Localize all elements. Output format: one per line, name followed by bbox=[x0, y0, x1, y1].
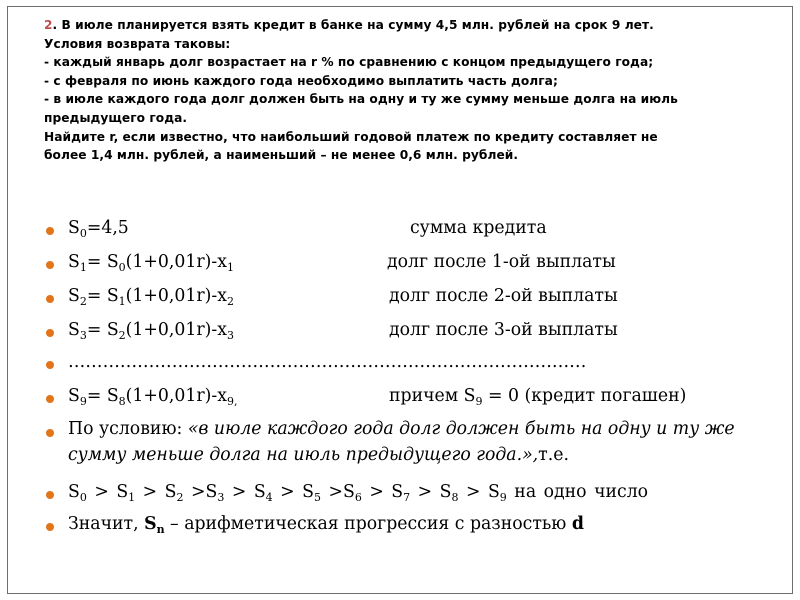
problem-statement bbox=[44, 16, 764, 165]
bullet-dot bbox=[46, 395, 54, 403]
bullet-dot bbox=[46, 261, 54, 269]
problem-line-4: - с февраля по июнь каждого года необходимо выплатить часть долга; bbox=[44, 73, 558, 88]
bullet-dot bbox=[46, 227, 54, 235]
bullet-dot bbox=[46, 523, 54, 531]
bullet-dot bbox=[46, 329, 54, 337]
problem-line-5: - в июле каждого года долг должен быть на одну и ту же сумму меньше долга на июль bbox=[44, 92, 678, 107]
problem-line-3: - каждый январь долг возрастает на r % по сравнению с концом предыдущего года; bbox=[44, 55, 654, 70]
problem-number: 2 bbox=[44, 18, 53, 32]
note-after-2: долг после 2-ой выплаты bbox=[389, 286, 618, 306]
bullet-dot bbox=[46, 295, 54, 303]
note-after-1: долг после 1-ой выплаты bbox=[387, 252, 616, 272]
problem-line-2: Условия возврата таковы: bbox=[44, 36, 231, 51]
bullet-dot bbox=[46, 429, 54, 437]
note-after-3: долг после 3-ой выплаты bbox=[389, 320, 618, 340]
bullet-dot bbox=[46, 361, 54, 369]
problem-line-1: 2. В июле планируется взять кредит в банке на сумму 4,5 млн. рублей на срок 9 лет. bbox=[44, 18, 654, 32]
problem-line-6: предыдущего года. bbox=[44, 110, 188, 125]
problem-line-8: более 1,4 млн. рублей, а наименьший – не менее 0,6 млн. рублей. bbox=[44, 148, 519, 163]
note-loan-repaid: причем $S_9 = 0$ (кредит погашен) bbox=[389, 386, 687, 408]
bullet-dot bbox=[46, 491, 54, 499]
problem-line-7: Найдите r, если известно, что наибольший годовой платеж по кредиту составляет не bbox=[44, 129, 658, 144]
note-loan-sum: сумма кредита bbox=[410, 218, 547, 238]
